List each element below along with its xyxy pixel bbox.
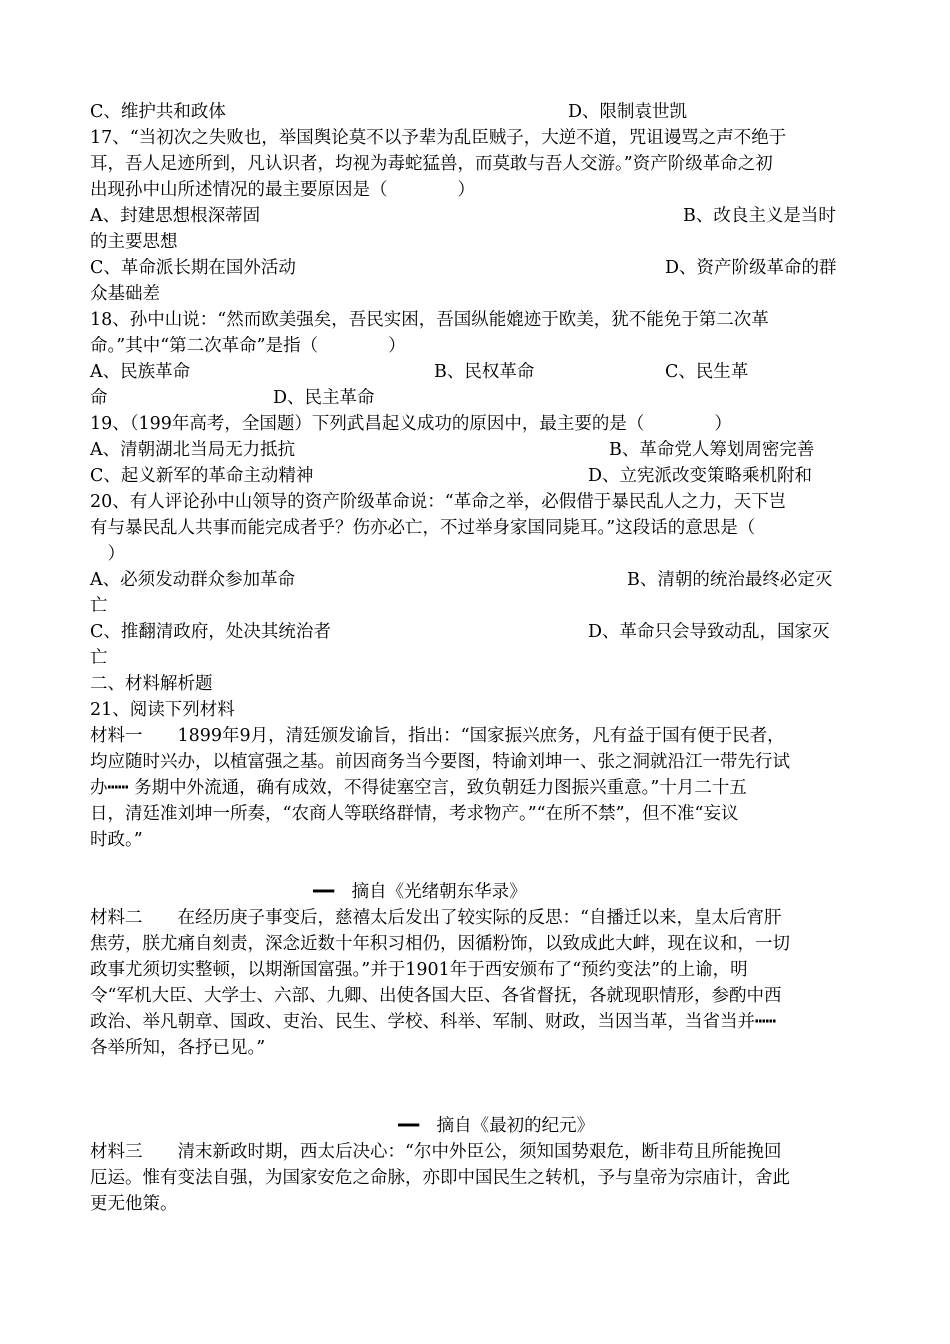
material-1-source: ━━ 摘自《光绪朝东华录》: [313, 882, 527, 902]
q18-option-c-cont: 命: [90, 388, 108, 408]
q20-option-c: C、推翻清政府，处决其统治者: [90, 622, 331, 642]
q16-option-c: C、维护共和政体: [90, 102, 226, 122]
section-heading: 二、材料解析题: [90, 674, 213, 694]
material-2-line: 各举所知，各抒已见。”: [90, 1038, 266, 1058]
q18-option-b: B、民权革命: [434, 362, 535, 382]
material-1-line: 材料一 1899年9月，清廷颁发谕旨，指出：“国家振兴庶务，凡有益于国有便于民者，: [90, 726, 785, 746]
q18-stem-line-2: 命。”其中“第二次革命”是指（ ）: [90, 336, 406, 356]
q21-stem: 21、阅读下列材料: [90, 700, 235, 720]
q19-option-d: D、立宪派改变策略乘机附和: [588, 466, 813, 486]
material-2-source: ━━ 摘自《最初的纪元》: [398, 1116, 595, 1136]
q19-option-b: B、革命党人筹划周密完善: [609, 440, 815, 460]
material-3-line: 材料三 清末新政时期，西太后决心：“尔中外臣公，须知国势艰危，断非苟且所能挽回: [90, 1142, 782, 1162]
material-2-line: 政事尤须切实整顿，以期渐国富强。”并于1901年于西安颁布了“预约变法”的上谕，明: [90, 960, 748, 980]
q17-option-a: A、封建思想根深蒂固: [90, 206, 261, 226]
q18-option-a: A、民族革命: [90, 362, 191, 382]
material-1-line: 日，清廷准刘坤一所奏，“农商人等联络群情，考求物产。”“在所不禁”，但不准“妄议: [90, 804, 739, 824]
material-2-line: 令“军机大臣、大学士、六部、九卿、出使各国大臣、各省督抚，各就现职情形，参酌中西: [90, 986, 782, 1006]
q20-option-b-cont: 亡: [90, 596, 108, 616]
q20-option-b: B、清朝的统治最终必定灭: [627, 570, 833, 590]
q17-option-b-cont: 的主要思想: [90, 232, 178, 252]
q20-stem-line-3: ）: [90, 544, 125, 564]
material-3-line: 厄运。惟有变法自强，为国家安危之命脉，亦即中国民生之转机，予与皇帝为宗庙计，舍此: [90, 1168, 790, 1188]
q19-stem: 19、（199年高考，全国题）下列武昌起义成功的原因中，最主要的是（ ）: [90, 414, 732, 434]
q20-option-a: A、必须发动群众参加革命: [90, 570, 296, 590]
q20-stem-line-1: 20、有人评论孙中山领导的资产阶级革命说：“革命之举，必假借于暴民乱人之力，天下岂: [90, 492, 787, 512]
q16-option-d: D、限制袁世凯: [568, 102, 688, 122]
material-1-line: 时政。”: [90, 830, 143, 850]
q17-stem-line-2: 耳，吾人足迹所到，凡认识者，均视为毒蛇猛兽，而莫敢与吾人交游。”资产阶级革命之初: [90, 154, 773, 174]
q17-stem-line-1: 17、“当初次之失败也，举国舆论莫不以予辈为乱臣贼子，大逆不道，咒诅谩骂之声不绝于: [90, 128, 787, 148]
material-2-line: 材料二 在经历庚子事变后，慈禧太后发出了较实际的反思：“自播迁以来，皇太后宵肝: [90, 908, 782, 928]
material-1-line: 均应随时兴办，以植富强之基。前因商务当今要图，特谕刘坤一、张之洞就沿江一带先行试: [90, 752, 790, 772]
q17-stem-line-3: 出现孙中山所述情况的最主要原因是（ ）: [90, 180, 475, 200]
q18-option-d: D、民主革命: [273, 388, 375, 408]
q20-option-d-cont: 亡: [90, 648, 108, 668]
q19-option-a: A、清朝湖北当局无力抵抗: [90, 440, 296, 460]
q17-option-d-cont: 众基础差: [90, 284, 160, 304]
q20-option-d: D、革命只会导致动乱，国家灭: [588, 622, 830, 642]
q17-option-d: D、资产阶级革命的群: [665, 258, 837, 278]
material-2-line: 政治、举凡朝章、国政、吏治、民生、学校、科举、军制、财政，当因当革，当省当并┅┅: [90, 1012, 777, 1032]
q19-option-c: C、起义新军的革命主动精神: [90, 466, 314, 486]
q17-option-c: C、革命派长期在国外活动: [90, 258, 296, 278]
q18-option-c: C、民生革: [665, 362, 749, 382]
material-1-line: 办┅┅ 务期中外流通，确有成效，不得徒塞空言，致负朝廷力图振兴重意。”十月二十五: [90, 778, 747, 798]
material-3-line: 更无他策。: [90, 1194, 178, 1214]
material-2-line: 焦劳，朕尤痛自刻责，深念近数十年积习相仍，因循粉饰，以致成此大衅，现在议和，一切: [90, 934, 790, 954]
q17-option-b: B、改良主义是当时: [683, 206, 836, 226]
q18-stem-line-1: 18、孙中山说：“然而欧美强矣，吾民实困，吾国纵能媲迹于欧美，犹不能免于第二次革: [90, 310, 769, 330]
q20-stem-line-2: 有与暴民乱人共事而能完成者乎？伤亦必亡，不过举身家国同毙耳。”这段话的意思是（: [90, 518, 756, 538]
